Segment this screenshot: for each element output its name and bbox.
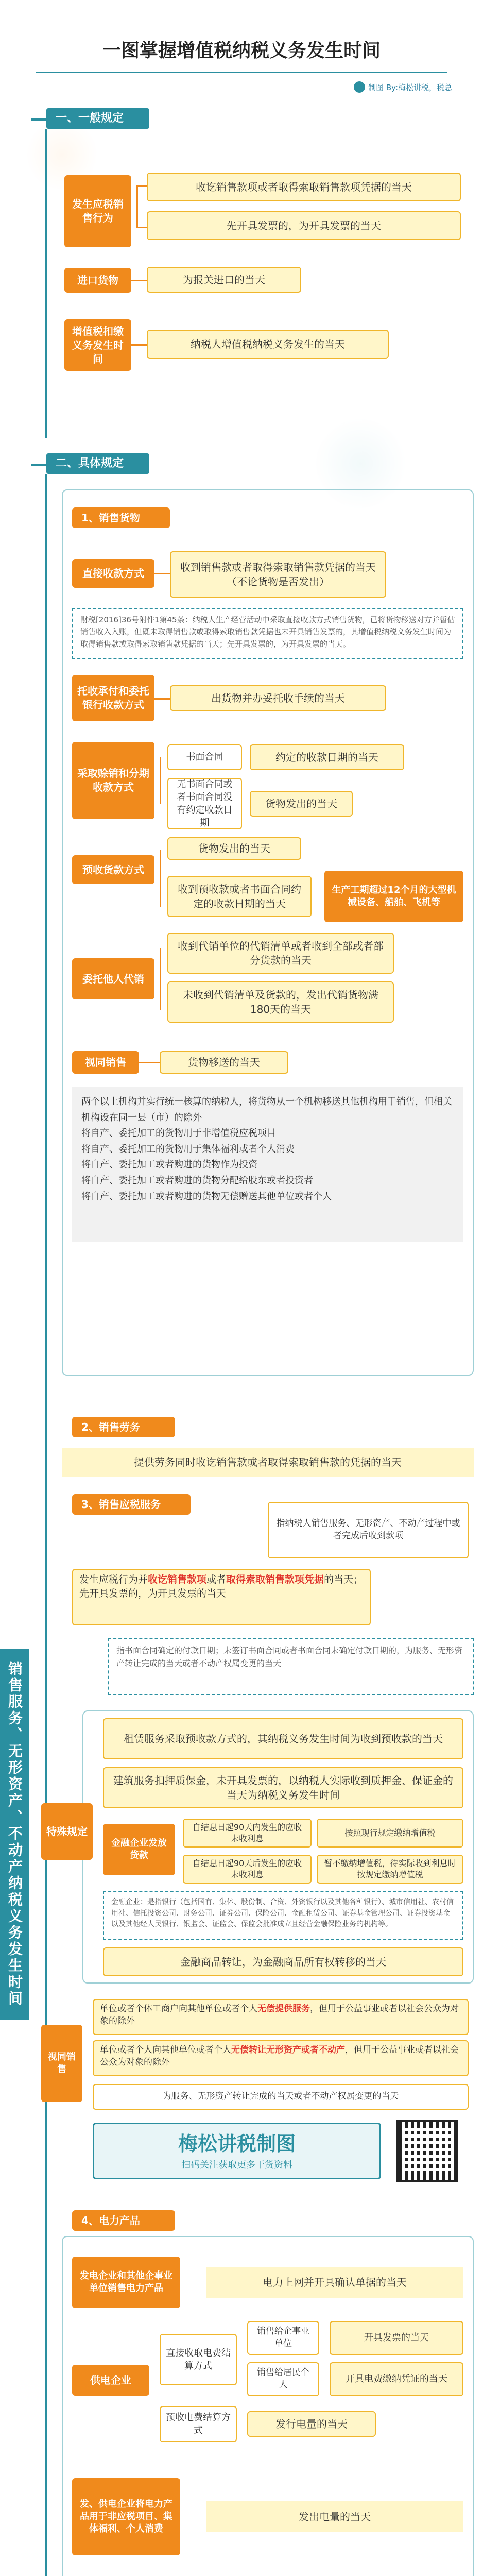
withholding-label: 增值税扣缴义务发生时间 xyxy=(64,319,131,371)
services-deemed-label: 视同销售 xyxy=(41,2025,82,2102)
sale-trigger-label: 发生应税销售行为 xyxy=(64,175,131,247)
section2-banner: 二、具体规定 xyxy=(46,453,149,474)
services-deemed-a xyxy=(93,1999,469,2035)
branch-line xyxy=(160,757,161,804)
branch-line xyxy=(154,698,170,700)
rule-text: 先开具发票的，为开具发票的当天 xyxy=(147,211,461,240)
rule-text: 自结息日起90天后发生的应收未收利息 xyxy=(183,1855,312,1884)
rule-text: 出货物并办妥托收手续的当天 xyxy=(170,685,386,711)
list-item: 两个以上机构并实行统一核算的纳税人，将货物从一个机构移送其他机构用于销售，但相关机构设在同一县（市）的除外 xyxy=(81,1096,452,1123)
rule-text: 为服务、无形资产转让完成的当天或者不动产权属变更的当天 xyxy=(93,2084,469,2110)
rule-text: 发行电量的当天 xyxy=(247,2411,376,2437)
list-item: 将自产、委托加工的货物用于集体福利或者个人消费 xyxy=(81,1143,295,1155)
scope-note: 指纳税人销售服务、无形资产、不动产过程中或者完成后收到款项 xyxy=(268,1502,469,1558)
direct-collection-label: 直接收款方式 xyxy=(72,559,154,588)
branch-line xyxy=(154,573,170,574)
power-heading: 4、电力产品 xyxy=(72,2210,175,2231)
logo-icon xyxy=(354,81,365,93)
rule-highlight: 收讫销售款项 xyxy=(148,1574,207,1585)
rule-text: 开具电费缴纳凭证的当天 xyxy=(330,2362,463,2396)
rule-text: 提供劳务同时收讫销售款或者取得索取销售款的凭据的当天 xyxy=(62,1448,474,1477)
rule-text: 收到销售款或者取得索取销售款凭据的当天（不论货物是否发出） xyxy=(170,551,386,598)
large-equipment-note: 生产工期超过12个月的大型机械设备、船舶、飞机等 xyxy=(324,871,463,922)
rule-text: 货物发出的当天 xyxy=(250,791,353,817)
rule-text: 约定的收款日期的当天 xyxy=(250,744,404,770)
no-contract-label: 无书面合同或者书面合同没有约定收款日期 xyxy=(167,778,242,829)
rule-text: 租赁服务采取预收款方式的，其纳税义务发生时间为收到预收款的当天 xyxy=(103,1718,463,1759)
branch-line xyxy=(136,185,147,187)
rule-text: 单位或者个体工商户向其他单位或者个人 xyxy=(100,2004,257,2014)
credit-text: 制图 By:梅松讲税，税总 xyxy=(368,82,452,92)
written-contract-label: 书面合同 xyxy=(167,744,242,770)
enterprise-sale-label: 销售给企事业单位 xyxy=(247,2321,319,2355)
rule-text: 为报关进口的当天 xyxy=(147,267,301,293)
rule-text: 建筑服务扣押质保金，未开具发票的，以纳税人实际收到质押金、保证金的当天为纳税义务发生时间 xyxy=(103,1767,463,1808)
direct-collection-note: 财税[2016]36号附件1第45条：纳税人生产经营活动中采取直接收款方式销售货物，已将货物移送对方并暂估销售收入入账，但既未取得销售款或取得索取销售款凭据也未开具销售发票的，其增值税纳税义务发生时间为取得销售款或取得索取销售款凭据的当天；先开具发票的，为开具发票的当天。 xyxy=(72,608,463,659)
rule-text: 发生应税行为并 xyxy=(79,1574,148,1585)
rule-text: 的当天；先开具发票的，为开具发票的当天 xyxy=(79,1574,364,1599)
rule-text: 金融商品转让，为金融商品所有权转移的当天 xyxy=(103,1947,463,1976)
power-r3-label: 发、供电企业将电力产品用于非应税项目、集体福利、个人消费 xyxy=(72,2478,180,2555)
services-main-rule xyxy=(72,1569,371,1625)
services-side-title: 销售服务、无形资产、不动产纳税义务发生时间 xyxy=(0,1649,29,2020)
finance-enterprise-note: 金融企业：是指银行（包括国有、集体、股份制、合资、外资银行以及其他各种银行）、城市信用社、农村信用社、信托投资公司、财务公司、证券公司、保险公司、金融租赁公司、证券基金管理公司、证券投资基金以及其他经人民银行、银监会、证监会、保监会批准成立且经营金融保险业务的机构等。 xyxy=(103,1891,463,1940)
resident-sale-label: 销售给居民个人 xyxy=(247,2362,319,2396)
rule-text: 单位或者个人向其他单位或者个人 xyxy=(100,2045,231,2055)
prepayment-label: 预收货款方式 xyxy=(72,855,154,884)
list-item: 将自产、委托加工的货物用于非增值税应税项目 xyxy=(81,1128,276,1139)
special-rules-label: 特殊规定 xyxy=(41,1803,93,1860)
rule-text: 货物发出的当天 xyxy=(167,837,301,860)
finance-loan-label: 金融企业发放贷款 xyxy=(103,1824,175,1875)
rule-text: 开具发票的当天 xyxy=(330,2321,463,2355)
goods-heading: 1、销售货物 xyxy=(72,507,170,528)
deemed-sale-list xyxy=(72,1087,463,1242)
labor-heading: 2、销售劳务 xyxy=(72,1417,175,1437)
rule-highlight: 取得索取销售款项凭据 xyxy=(226,1574,324,1585)
list-item: 将自产、委托加工或者购进的货物作为投资 xyxy=(81,1159,257,1171)
rule-text: 或者 xyxy=(206,1574,227,1585)
rule-text: ，但用于公益事业或者以社会公众为对象的除外 xyxy=(100,2004,459,2026)
trust-collection-label: 托收承付和委托银行收款方式 xyxy=(72,675,154,721)
rule-text: 收讫销售款项或者取得索取销售款项凭据的当天 xyxy=(147,173,461,201)
page-title: 一图掌握增值税纳税义务发生时间 xyxy=(102,40,381,61)
branch-line xyxy=(139,1062,160,1063)
rule-highlight: 无偿转让无形资产或者不动产 xyxy=(231,2045,345,2055)
rule-text: 电力上网并开具确认单据的当天 xyxy=(206,2267,463,2298)
branch-line xyxy=(160,850,161,907)
prepay-fee-label: 预收电费结算方式 xyxy=(160,2406,237,2442)
credit-line xyxy=(354,81,452,93)
branch-line xyxy=(131,280,147,281)
branch-line xyxy=(136,227,147,228)
rule-text: 收到代销单位的代销清单或者收到全部或者部分货款的当天 xyxy=(167,933,394,974)
branch-line xyxy=(160,948,161,1010)
rule-highlight: 无偿提供服务 xyxy=(257,2004,310,2014)
title-divider xyxy=(36,72,447,73)
qr-code-icon xyxy=(396,2120,458,2182)
section1-banner: 一、一般规定 xyxy=(46,108,149,129)
contract-date-note: 指书面合同确定的付款日期；未签订书面合同或者书面合同未确定付款日期的，为服务、无形资产转让完成的当天或者不动产权属变更的当天 xyxy=(108,1638,474,1695)
brand-subtitle: 扫码关注获取更多干货资料 xyxy=(181,2160,292,2171)
section1-rail xyxy=(45,129,47,438)
deemed-sale-label: 视同销售 xyxy=(72,1051,139,1074)
rule-text: 纳税人增值税纳税义务发生的当天 xyxy=(147,330,389,359)
services-heading: 3、销售应税服务 xyxy=(72,1494,191,1515)
power-r1-label: 发电企业和其他企事业单位销售电力产品 xyxy=(72,2257,180,2308)
installment-label: 采取赊销和分期收款方式 xyxy=(72,742,154,819)
import-label: 进口货物 xyxy=(64,268,131,293)
brand-title: 梅松讲税制图 xyxy=(178,2132,296,2155)
rule-text: 收到预收款或者书面合同约定的收款日期的当天 xyxy=(167,876,312,917)
branch-line xyxy=(136,185,138,227)
rule-text: 发出电量的当天 xyxy=(206,2501,463,2532)
direct-fee-label: 直接收取电费结算方式 xyxy=(160,2334,237,2385)
rule-text: 货物移送的当天 xyxy=(160,1051,288,1074)
list-item: 将自产、委托加工或者购进的货物无偿赠送其他单位或者个人 xyxy=(81,1191,332,1202)
branch-line xyxy=(131,344,147,346)
list-item: 将自产、委托加工或者购进的货物分配给股东或者投资者 xyxy=(81,1175,313,1186)
power-r2-label: 供电企业 xyxy=(72,2365,149,2396)
consignment-label: 委托他人代销 xyxy=(72,958,154,999)
services-deemed-b xyxy=(93,2040,469,2076)
rule-text: 自结息日起90天内发生的应收未收利息 xyxy=(183,1819,312,1848)
section2-rail xyxy=(45,474,47,2576)
rule-text: 按照现行规定缴纳增值税 xyxy=(317,1819,463,1848)
rule-text: 暂不缴纳增值税，待实际收到利息时按规定缴纳增值税 xyxy=(317,1855,463,1884)
rule-text: 未收到代销清单及货款的，发出代销货物满180天的当天 xyxy=(167,981,394,1023)
rule-text: ，但用于公益事业或者以社会公众为对象的除外 xyxy=(100,2045,459,2067)
